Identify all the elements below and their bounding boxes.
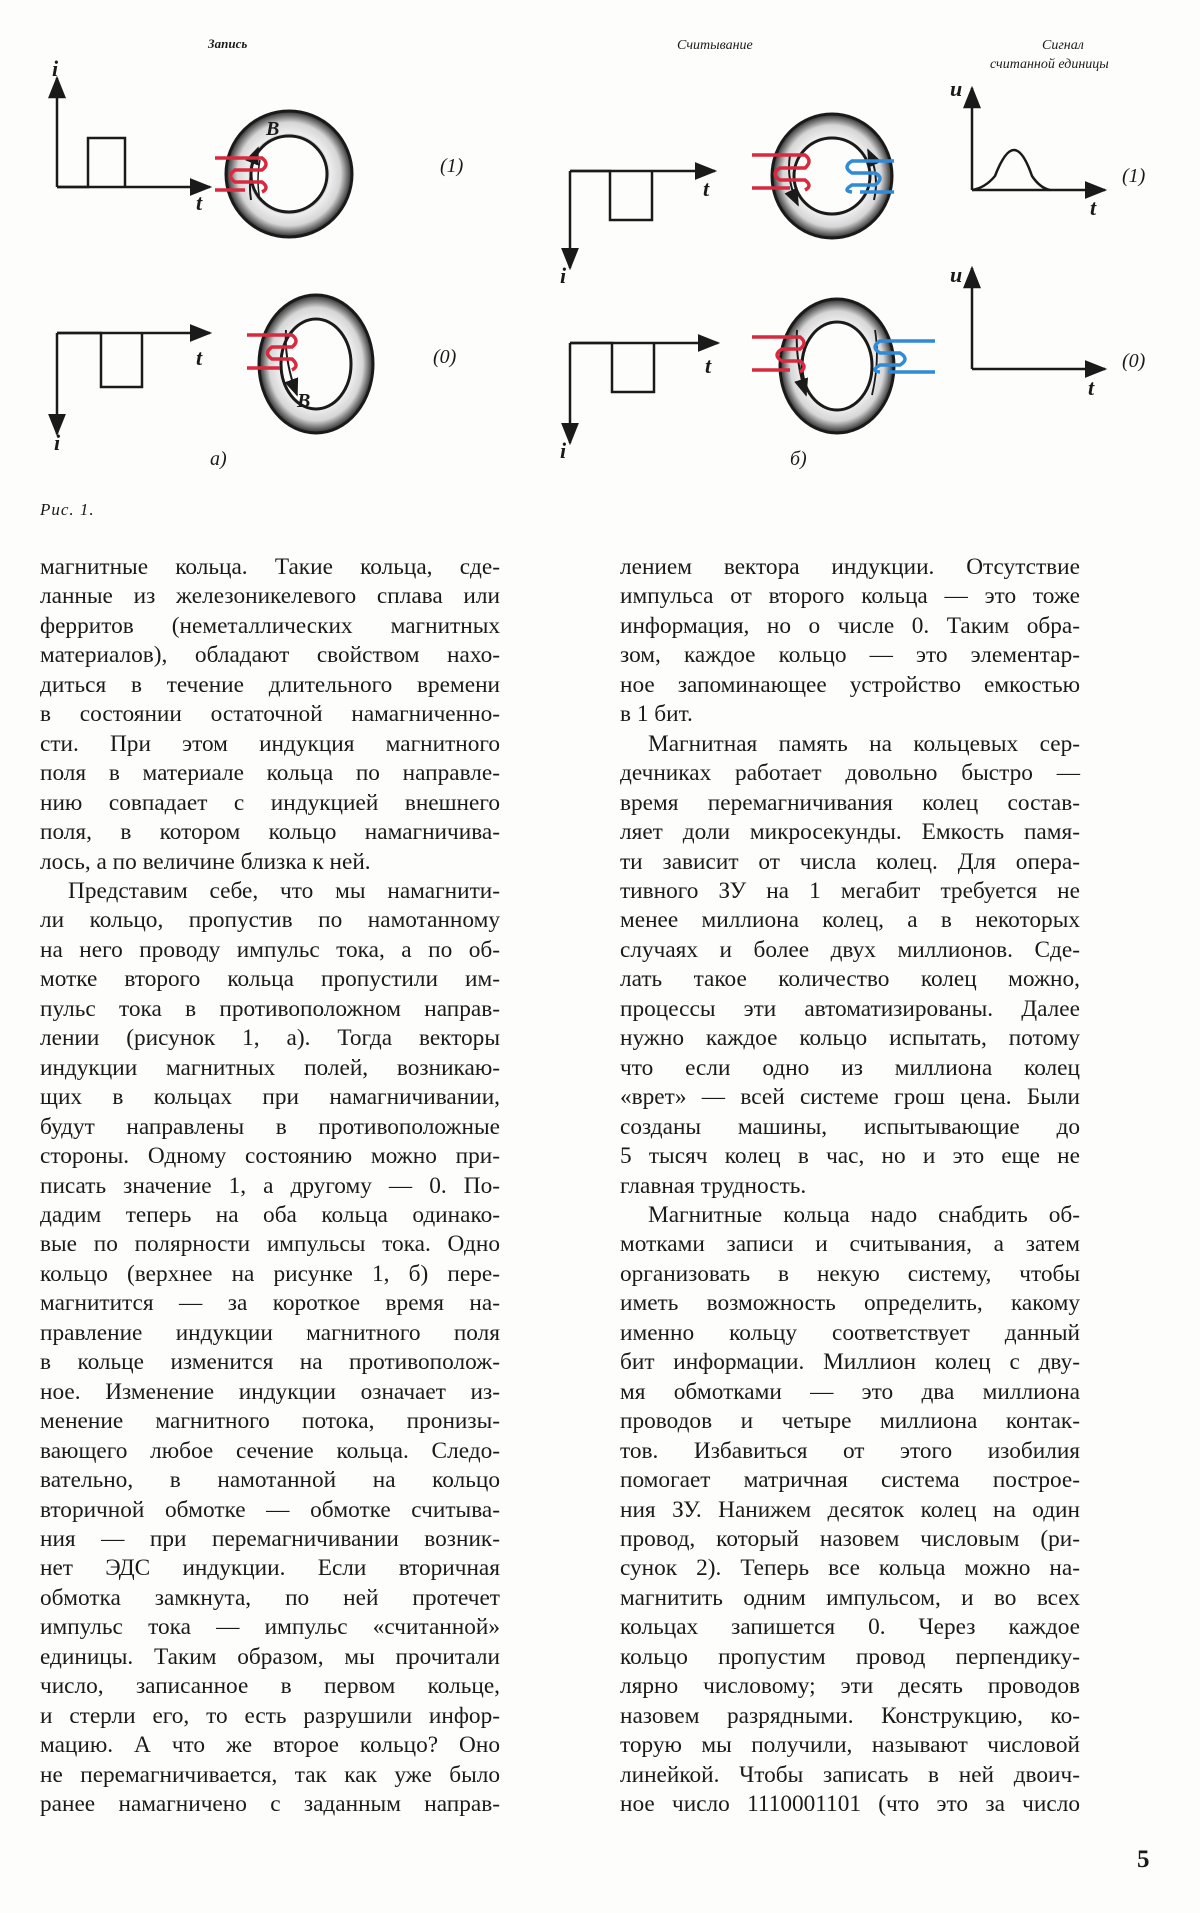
- text-line: вторичной обмотке — обмотке считыва-: [40, 1496, 500, 1523]
- text-line: дадим теперь на оба кольца одинако-: [40, 1201, 500, 1228]
- text-line: кольцо пропустим провод перпендику-: [620, 1643, 1080, 1670]
- text-line: Магнитная память на кольцевых сер-: [648, 730, 1080, 757]
- figure-1-drawing: [0, 0, 1200, 540]
- text-line: вательно, в намотанной на кольцо: [40, 1467, 500, 1494]
- text-line: вающего любое сечение кольца. Следо-: [40, 1437, 500, 1464]
- write-0-core-ring: [259, 295, 373, 433]
- text-line: не перемагничивается, так как уже было: [40, 1761, 500, 1788]
- write-0-state-label: (0): [433, 346, 457, 368]
- text-line: главная трудность.: [620, 1172, 807, 1199]
- text-line: пульс тока в противоположном направ-: [40, 995, 500, 1022]
- text-line: лением вектора индукции. Отсутствие: [620, 554, 1080, 580]
- text-line: сунок 2). Теперь все кольца можно на-: [620, 1555, 1080, 1582]
- read-sublabel: б): [790, 448, 807, 470]
- write-0-current-plot: [57, 333, 210, 434]
- text-line: мотке второго кольца пропустили им-: [40, 966, 500, 993]
- signal-0-state-label: (0): [1122, 350, 1146, 372]
- read-1-core-ring: [772, 114, 892, 238]
- text-line: ния — при перемагничивании возник-: [40, 1525, 500, 1552]
- text-line: стороны. Одному состоянию можно при-: [40, 1143, 500, 1170]
- write-0-axis-t: t: [196, 345, 203, 370]
- text-line: Магнитные кольца надо снабдить об-: [648, 1201, 1080, 1228]
- text-line: назовем разрядными. Конструкцию, ко-: [620, 1702, 1080, 1729]
- text-line: 5 тысяч колец в час, но и это еще не: [620, 1143, 1080, 1170]
- text-line: поля, в котором кольцо намагничива-: [40, 819, 500, 846]
- text-line: именно кольцу соответствует данный: [620, 1319, 1080, 1346]
- text-line: ти зависит от числа колец. Для опера-: [620, 848, 1080, 875]
- text-line: будут направлены в противоположные: [40, 1113, 500, 1140]
- text-line: лось, а по величине близка к ней.: [40, 848, 371, 875]
- text-line: менее миллиона колец, а в некоторых: [620, 907, 1080, 934]
- signal-section-title-line1: Сигнал: [1042, 38, 1084, 53]
- write-1-current-plot: [57, 78, 210, 187]
- text-line: магнитные кольца. Такие кольца, сде-: [40, 554, 500, 580]
- text-line: диться в течение длительного времени: [40, 671, 500, 698]
- text-line: информация, но о числе 0. Таким обра-: [620, 612, 1080, 639]
- text-line: ли кольцо, пропустив по намотанному: [40, 907, 500, 934]
- text-line: лать такое количество колец можно,: [620, 966, 1080, 993]
- text-line: единицы. Таким образом, мы прочитали: [40, 1643, 500, 1670]
- text-line: поля в материале кольца по направле-: [40, 760, 500, 787]
- text-line: линейкой. Чтобы записать в ней двоич-: [620, 1761, 1080, 1788]
- read-1-current-plot: [570, 171, 715, 268]
- read-0-axis-i: i: [560, 438, 567, 463]
- signal-0-plot: [972, 268, 1105, 369]
- text-line: сти. При этом индукция магнитного: [40, 730, 500, 757]
- text-line: время перемагничивания колец состав-: [620, 789, 1080, 816]
- text-line: кольцах запишется 0. Через каждое: [620, 1614, 1080, 1641]
- text-line: помогает матричная система построе-: [620, 1467, 1080, 1494]
- text-line: щих в кольцах при намагничивании,: [40, 1084, 500, 1111]
- signal-1-plot: [972, 88, 1105, 190]
- text-line: магнитится — за короткое время на-: [40, 1290, 500, 1317]
- text-column-right: [620, 553, 1080, 1819]
- signal-0-axis-u: u: [950, 262, 963, 287]
- signal-1-state-label: (1): [1122, 165, 1146, 187]
- signal-1-axis-t: t: [1090, 195, 1097, 220]
- text-line: в состоянии остаточной намагниченно-: [40, 701, 500, 728]
- text-line: нет ЭДС индукции. Если вторичная: [40, 1555, 500, 1582]
- figure-1: [0, 0, 1200, 540]
- text-line: дечниках работает довольно быстро —: [620, 760, 1080, 787]
- text-line: торую мы получили, называют числовой: [620, 1732, 1080, 1759]
- write-section-title: Запись: [208, 36, 248, 51]
- write-1-core-ring: [226, 111, 352, 237]
- text-line: ранее намагничено с заданным направ-: [40, 1791, 500, 1818]
- write-1-state-label: (1): [440, 155, 464, 177]
- read-1-axis-t: t: [703, 176, 710, 201]
- text-line: созданы машины, испытывающие до: [620, 1113, 1080, 1140]
- text-line: мацию. А что же второе кольцо? Оно: [40, 1732, 500, 1759]
- text-line: тов. Избавиться от этого изобилия: [620, 1437, 1080, 1464]
- write-1-induction-label: B: [266, 118, 280, 140]
- text-line: нию совпадает с индукцией внешнего: [40, 789, 500, 816]
- text-line: «врет» — всей системе грош цена. Были: [620, 1084, 1080, 1111]
- signal-1-axis-u: u: [950, 76, 963, 101]
- text-line: ное число 1110001101 (что это за число: [620, 1791, 1080, 1818]
- text-line: проводов и четыре миллиона контак-: [620, 1408, 1080, 1435]
- text-line: вые по полярности импульсы тока. Одно: [40, 1231, 500, 1258]
- read-0-axis-t: t: [705, 353, 712, 378]
- text-line: лярно числовому; эти десять проводов: [620, 1673, 1080, 1700]
- write-1-axis-i: i: [52, 56, 59, 81]
- text-line: магнитить одним импульсом, и во всех: [620, 1584, 1080, 1611]
- text-line: процессы эти автоматизированы. Далее: [620, 995, 1080, 1022]
- text-line: ляет доли микросекунды. Емкость памя-: [620, 819, 1080, 846]
- text-line: правление индукции магнитного поля: [40, 1319, 500, 1346]
- text-line: ное. Изменение индукции означает из-: [40, 1378, 500, 1405]
- text-line: нужно каждое кольцо испытать, потому: [620, 1025, 1080, 1052]
- read-section-title: Считывание: [677, 38, 753, 53]
- text-line: на него проводу импульс тока, а по об-: [40, 936, 500, 963]
- write-0-axis-i: i: [54, 430, 61, 455]
- write-1-axis-t: t: [196, 190, 203, 215]
- text-line: ланные из железоникелевого сплава или: [40, 583, 500, 610]
- text-line: индукции магнитных полей, возникаю-: [40, 1054, 500, 1081]
- text-line: провод, который назовем числовым (ри-: [620, 1525, 1080, 1552]
- text-line: в 1 бит.: [620, 701, 693, 728]
- text-column-left: [40, 553, 500, 1819]
- read-1-axis-i: i: [560, 263, 567, 288]
- page-number: 5: [1137, 1846, 1150, 1873]
- text-line: материалов), обладают свойством нахо-: [40, 642, 500, 669]
- read-0-current-plot: [570, 343, 718, 443]
- text-line: иметь возможность определить, какому: [620, 1290, 1080, 1317]
- signal-section-title-line2: считанной единицы: [990, 57, 1109, 72]
- text-line: бит информации. Миллион колец с дву-: [620, 1349, 1080, 1376]
- text-line: ния ЗУ. Нанижем десяток колец на один: [620, 1496, 1080, 1523]
- text-line: случаях и более двух миллионов. Сде-: [620, 936, 1080, 963]
- text-line: число, записанное в первом кольце,: [40, 1673, 500, 1700]
- text-line: ферритов (неметаллических магнитных: [40, 612, 500, 639]
- text-line: лении (рисунок 1, а). Тогда векторы: [40, 1025, 500, 1052]
- figure-caption: Рис. 1.: [40, 500, 95, 519]
- text-line: организовать в некую систему, чтобы: [620, 1260, 1080, 1287]
- text-line: обмотка замкнута, по ней протечет: [40, 1584, 500, 1611]
- text-line: импульса от второго кольца — это тоже: [620, 583, 1080, 610]
- text-line: менение магнитного потока, пронизы-: [40, 1408, 500, 1435]
- text-line: кольцо (верхнее на рисунке 1, б) пере-: [40, 1260, 500, 1287]
- text-line: зом, каждое кольцо — это элементар-: [620, 642, 1080, 669]
- text-line: писать значение 1, а другому — 0. По-: [40, 1172, 500, 1199]
- signal-0-axis-t: t: [1088, 375, 1095, 400]
- text-line: Представим себе, что мы намагнити-: [68, 877, 500, 904]
- text-line: и стерли его, то есть разрушили инфор-: [40, 1702, 500, 1729]
- text-line: в кольце изменится на противополож-: [40, 1349, 500, 1376]
- text-line: ное запоминающее устройство емкостью: [620, 671, 1080, 698]
- text-line: тивного ЗУ на 1 мегабит требуется не: [620, 877, 1080, 904]
- text-line: мотками записи и считывания, а затем: [620, 1231, 1080, 1258]
- write-0-induction-label: B: [297, 390, 311, 412]
- text-line: что если одно из миллиона колец: [620, 1054, 1080, 1081]
- text-line: мя обмотками — это два миллиона: [620, 1378, 1080, 1405]
- text-line: импульс тока — импульс «считанной»: [40, 1614, 500, 1641]
- write-sublabel: а): [210, 448, 227, 470]
